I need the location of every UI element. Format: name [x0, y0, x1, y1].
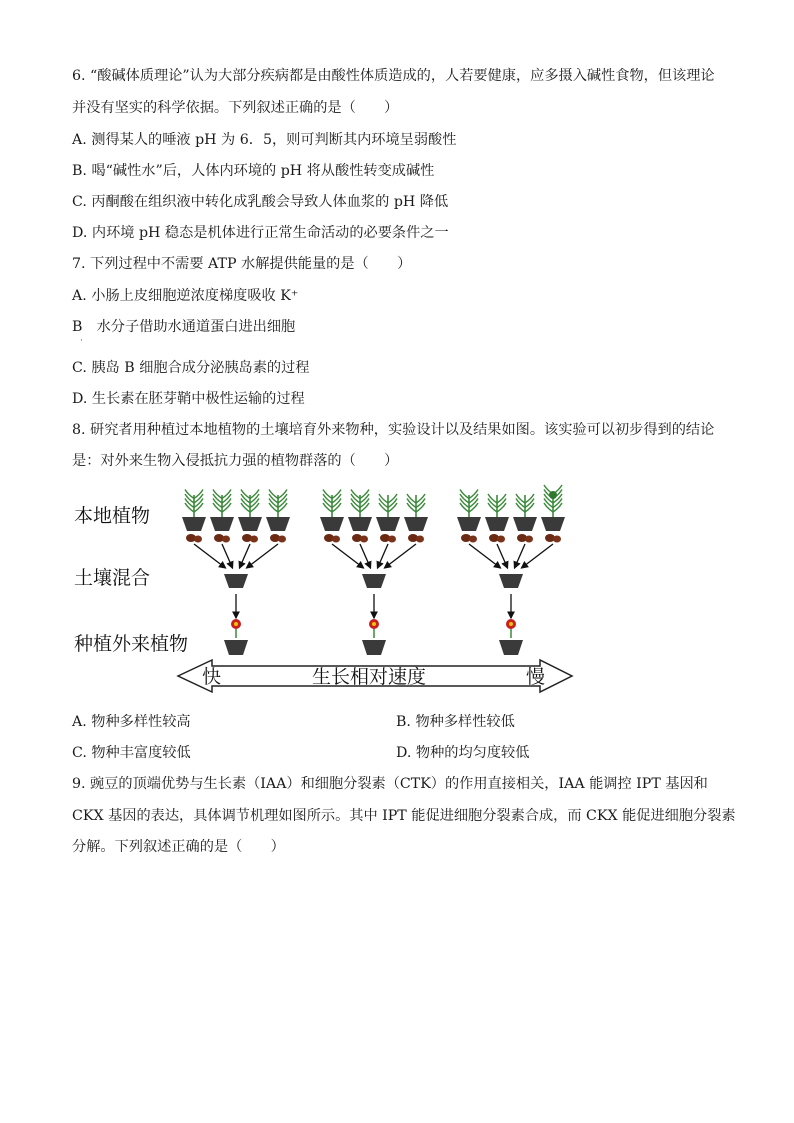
plant-leaf	[269, 490, 278, 499]
q9-line3: 分解。下列叙述正确的是（ ）	[72, 839, 285, 855]
plant-leaf	[351, 490, 360, 499]
plant-leaf	[332, 490, 341, 499]
q6-stem-line1: 6. “酸碱体质理论”认为大部分疾病都是由酸性体质造成的，人若要健康，应多摄入碱性食物，但该理论	[72, 68, 715, 84]
plant-leaf	[379, 494, 388, 503]
q7-stem: 7. 下列过程中不需要 ATP 水解提供能量的是（ ）	[72, 256, 412, 272]
flower-center	[372, 622, 376, 626]
q9-line2: CKX 基因的表达，具体调节机理如图所示。其中 IPT 能促进细胞分裂素合成，而 CKX 能促进细胞分裂素	[72, 808, 736, 824]
plant-pot	[320, 517, 344, 531]
soil-clod	[194, 536, 202, 543]
plant-leaf	[488, 494, 497, 503]
plant-leaf	[469, 490, 478, 499]
native-plant	[351, 490, 369, 518]
q8-option-b: B. 物种多样性较低	[396, 714, 515, 730]
flow-arrow	[332, 544, 364, 568]
q7-option-c: C. 胰岛 B 细胞合成分泌胰岛素的过程	[72, 360, 310, 376]
plant-pot	[485, 517, 509, 531]
plant-leaf	[278, 490, 287, 499]
plant-pot	[210, 517, 234, 531]
plant-pot	[404, 517, 428, 531]
exotic-flower-icon	[506, 619, 516, 638]
q6-stem-line2: 并没有坚实的科学依据。下列叙述正确的是（ ）	[72, 100, 399, 116]
q6-option-d: D. 内环境 pH 稳态是机体进行正常生命活动的必要条件之一	[72, 225, 449, 241]
flow-arrow	[222, 544, 233, 568]
q8-stem-line2: 是：对外来生物入侵抵抗力强的植物群落的（ ）	[72, 453, 399, 469]
plant-pot	[224, 640, 248, 655]
label-soil-mix: 土壤混合	[74, 567, 151, 589]
soil-clod	[360, 536, 368, 543]
native-plant	[213, 490, 231, 518]
exotic-flower-icon	[231, 619, 241, 638]
q6-option-b: B. 喝“碱性水”后，人体内环境的 pH 将从酸性转变成碱性	[72, 163, 435, 179]
flow-arrow	[497, 544, 508, 568]
flow-arrow	[385, 544, 417, 568]
plant-pot	[376, 517, 400, 531]
native-plant	[488, 494, 506, 517]
flow-arrow	[240, 544, 251, 568]
native-plant	[241, 490, 259, 518]
plant-pot	[499, 640, 523, 655]
q7-option-b: B 水分子借助水通道蛋白进出细胞	[72, 319, 296, 335]
experiment-group-2	[320, 490, 428, 656]
native-plant	[323, 490, 341, 518]
experiment-figure	[60, 480, 590, 695]
soil-clod	[278, 536, 286, 543]
plant-leaf	[525, 494, 534, 503]
plant-leaf	[416, 494, 425, 503]
q8-option-d: D. 物种的均匀度较低	[396, 745, 530, 761]
plant-leaf	[388, 494, 397, 503]
plant-leaf	[516, 494, 525, 503]
plant-leaf	[213, 490, 222, 499]
soil-clod	[250, 536, 258, 543]
native-plant	[544, 485, 562, 517]
plant-leaf	[323, 490, 332, 499]
flow-arrow	[194, 544, 226, 568]
flow-arrow	[360, 544, 371, 568]
native-plant	[185, 490, 203, 518]
plant-pot	[362, 640, 386, 655]
soil-clod	[469, 536, 477, 543]
flow-arrow	[522, 544, 554, 568]
arrow-middle-label: 生长相对速度	[312, 666, 427, 688]
plant-pot	[362, 574, 386, 588]
flow-arrow	[469, 544, 501, 568]
plant-leaf	[185, 490, 194, 499]
plant-pot	[238, 517, 262, 531]
q8-option-c: C. 物种丰富度较低	[72, 745, 191, 761]
native-plant	[407, 494, 425, 517]
plant-pot	[266, 517, 290, 531]
q9-line1: 9. 豌豆的顶端优势与生长素（IAA）和细胞分裂素（CTK）的作用直接相关，IAA 能调控 IPT 基因和	[72, 776, 708, 792]
native-plant	[460, 490, 478, 518]
experiment-group-1	[182, 490, 290, 656]
label-plant-exotic: 种植外来植物	[74, 633, 189, 655]
plant-leaf	[194, 490, 203, 499]
flow-arrow	[378, 544, 389, 568]
q8-option-a: A. 物种多样性较高	[72, 714, 191, 730]
plant-leaf	[360, 490, 369, 499]
experiment-group-3	[457, 485, 565, 655]
plant-leaf	[407, 494, 416, 503]
experiment-groups	[182, 485, 565, 655]
soil-clod	[525, 536, 533, 543]
soil-clod	[388, 536, 396, 543]
plant-leaf	[497, 494, 506, 503]
plant-leaf	[222, 490, 231, 499]
soil-clod	[497, 536, 505, 543]
native-plant	[379, 494, 397, 517]
flower-center	[234, 622, 238, 626]
plant-pot	[224, 574, 248, 588]
plant-leaf	[241, 490, 250, 499]
flow-arrow	[247, 544, 279, 568]
native-plant	[516, 494, 534, 517]
plant-pot	[513, 517, 537, 531]
exotic-flower-icon	[369, 619, 379, 638]
soil-clod	[332, 536, 340, 543]
flower-center	[509, 622, 513, 626]
arrow-slow-label: 慢	[526, 666, 546, 688]
soil-clod	[553, 536, 561, 543]
plant-crown	[549, 491, 557, 499]
q7-option-a: A. 小肠上皮细胞逆浓度梯度吸收 K⁺	[72, 288, 299, 304]
native-plant	[269, 490, 287, 518]
soil-clod	[416, 536, 424, 543]
stray-mark: ·	[80, 336, 83, 346]
plant-pot	[348, 517, 372, 531]
q6-option-a: A. 测得某人的唾液 pH 为 6．5，则可判断其内环境呈弱酸性	[72, 132, 457, 148]
label-native-plants: 本地植物	[74, 505, 151, 527]
q7-option-d: D. 生长素在胚芽鞘中极性运输的过程	[72, 391, 305, 407]
soil-clod	[222, 536, 230, 543]
plant-pot	[182, 517, 206, 531]
flow-arrow	[515, 544, 526, 568]
plant-leaf	[250, 490, 259, 499]
plant-pot	[457, 517, 481, 531]
plant-pot	[499, 574, 523, 588]
q8-stem-line1: 8. 研究者用种植过本地植物的土壤培育外来物种，实验设计以及结果如图。该实验可以初步得到的结论	[72, 422, 715, 438]
plant-leaf	[460, 490, 469, 499]
arrow-fast-label: 快	[202, 666, 222, 688]
plant-pot	[541, 517, 565, 531]
q6-option-c: C. 丙酮酸在组织液中转化成乳酸会导致人体血浆的 pH 降低	[72, 194, 449, 210]
